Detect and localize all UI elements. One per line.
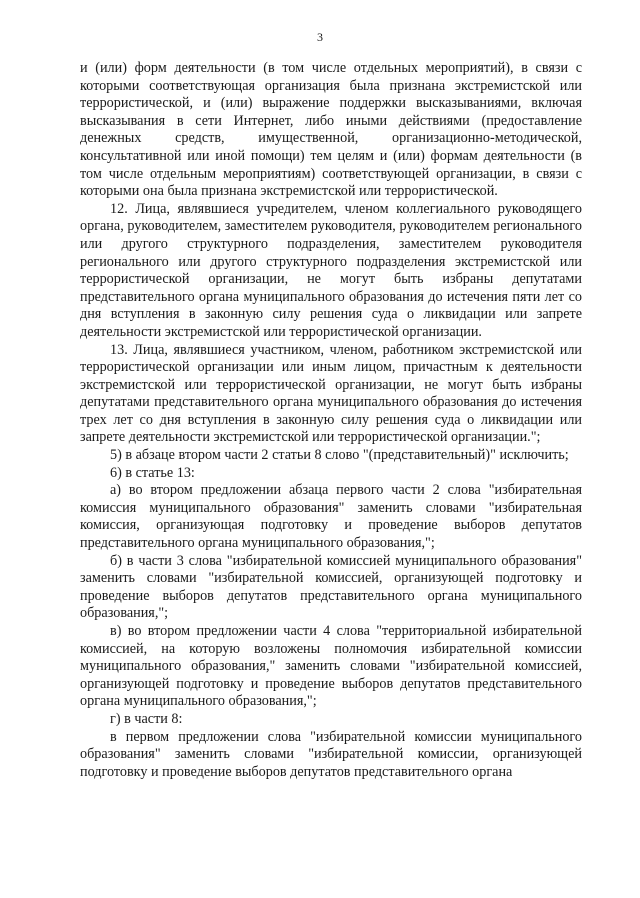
paragraph-subitem-v: в) во втором предложении части 4 слова "территориальной избирательной комиссией, на которую возложены полномочия избирательной комиссии муниципального образования," заменить словами "избирательной комиссией, организующей подготовку и проведение выборов депутатов представительного органа муниципального образования,"; — [80, 623, 582, 710]
paragraph-subitem-a: а) во втором предложении абзаца первого части 2 слова "избирательная комиссия муниципального образования" заменить словами "избирательная комиссия, организующая подготовку и проведение выборов депутатов представительного органа муниципального образования,"; — [80, 482, 582, 552]
paragraph-continuation: и (или) форм деятельности (в том числе отдельных мероприятий), в связи с которыми соответствующая организация была признана экстремистской или террористической, и (или) выражение поддержки высказываниями, включая высказывания в сети Интернет, либо иными действиями (предоставление денежных средств, имущественной, организационно-методической, консультативной или иной помощи) тем целям и (или) формам деятельности (в том числе отдельным мероприятиям) соответствующей организации, в связи с которыми она была признана экстремистской или террористической. — [80, 60, 582, 200]
paragraph-item-5: 5) в абзаце втором части 2 статьи 8 слово "(представительный)" исключить; — [110, 447, 569, 464]
paragraph-subitem-b: б) в части 3 слова "избирательной комиссией муниципального образования" заменить словами "избирательной комиссией, организующей подготовку и проведение выборов депутатов представительного органа муниципального образования,"; — [80, 552, 582, 622]
paragraph-subitem-g-first-sentence: в первом предложении слова "избирательной комиссии муниципального образования" заменить словами "избирательной комиссии, организующей подготовку и проведение выборов депутатов представительного органа — [80, 728, 582, 780]
page-number: 3 — [317, 30, 323, 44]
paragraph-subitem-g: г) в части 8: — [110, 710, 183, 727]
document-body — [80, 60, 582, 781]
paragraph-item-12: 12. Лица, являвшиеся учредителем, членом коллегиального руководящего органа, руководителем, заместителем руководителя, руководителем регионального или другого структурного подразделения, заместителем руководителя регионального или другого структурного подразделения экстремистской или террористической организации, не могут быть избраны депутатами представительного органа муниципального образования до истечения пяти лет со дня вступления в законную силу решения суда о ликвидации или запрете деятельности экстремистской или террористической организации. — [80, 200, 582, 340]
paragraph-item-13: 13. Лица, являвшиеся участником, членом, работником экстремистской или террористической организации или иным лицом, причастным к деятельности экстремистской или террористической организации, не могут быть избраны депутатами представительного органа муниципального образования до истечения трех лет со дня вступления в законную силу решения суда о ликвидации или запрете деятельности экстремистской или террористической организации."; — [80, 341, 582, 446]
paragraph-item-6: 6) в статье 13: — [110, 464, 195, 481]
